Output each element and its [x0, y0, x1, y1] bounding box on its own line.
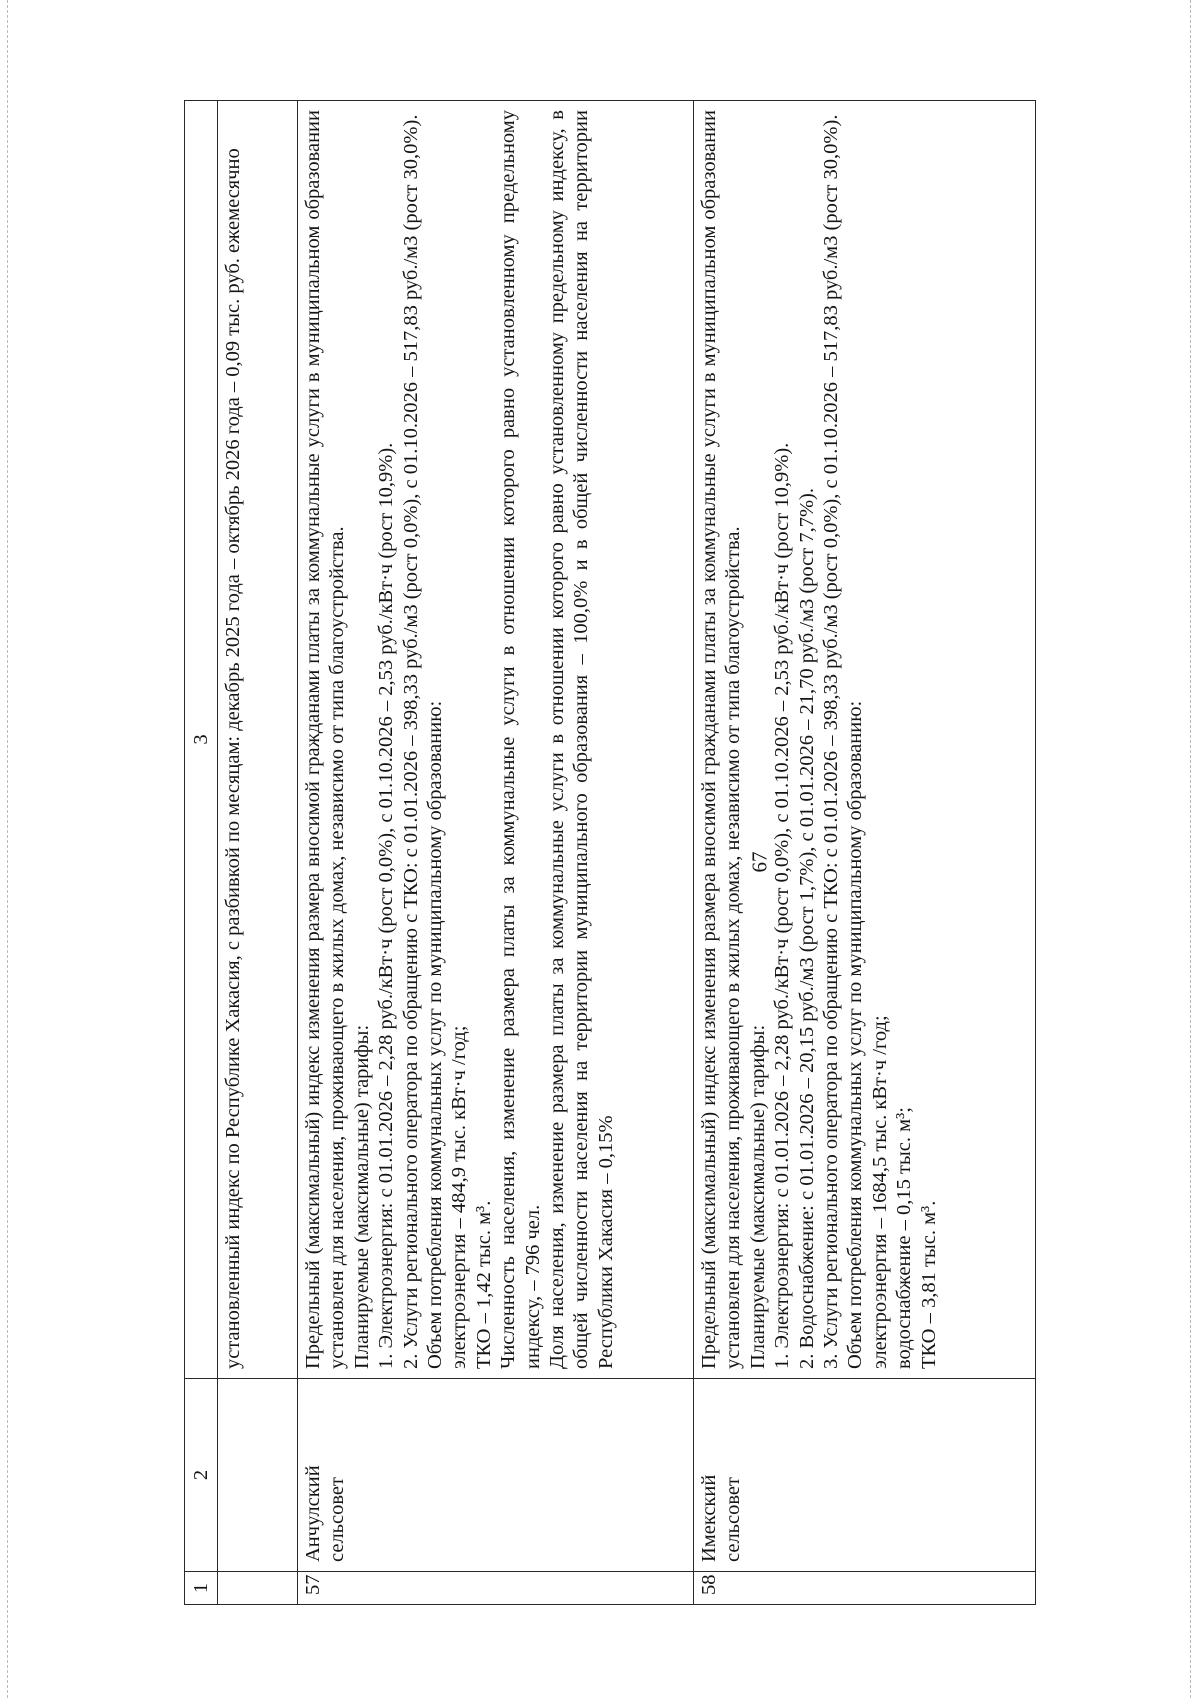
table-row: [298, 101, 694, 1605]
description-paragraph: Объем потребления коммунальных услуг по муниципальному образованию:: [844, 700, 867, 1369]
tariff-table: [184, 100, 1036, 1605]
description-paragraph: Предельный (максимальный) индекс изменения размера вносимой гражданами платы за коммунальные услуги в муниципальном образовании установлен для населения, проживающего в жилых домах, независимо от типа благоустройства.: [302, 110, 349, 1369]
description-paragraph: электроэнергия – 1684,5 тыс. кВт·ч /год;: [868, 1015, 891, 1369]
description-paragraph: водоснабжение – 0,15 тыс. м³;: [893, 1107, 916, 1369]
municipality-name: Имекский сельсовет: [694, 1379, 1036, 1572]
row-number: 57: [298, 1572, 694, 1605]
description-paragraph: 3. Услуги регионального оператора по обращению с ТКО: с 01.01.2026 – 398,33 руб./м3 (рост 0,0%), с 01.10.2026 – 517,83 руб./м3 (рост 30,0%).: [820, 114, 843, 1369]
row-number: 58: [694, 1572, 1036, 1605]
description-paragraph: Планируемые (максимальные) тарифы:: [746, 1024, 769, 1369]
description-paragraph: Численность населения, изменение размера платы за коммунальные услуги в отношении которого равно установленному предельному индексу, – 796 чел.: [497, 110, 544, 1369]
table-header-row: [185, 101, 218, 1605]
municipality-empty: [218, 1379, 298, 1572]
description-paragraph: Планируемые (максимальные) тарифы:: [350, 1024, 373, 1369]
description-paragraph: Доля населения, изменение размера платы за коммунальные услуги в отношении которого равно установленному предельному индексу, в общей численности населения на территории муниципального образования – 100,0% и в общей численности населения на территории Республики Хакасия – 0,15%: [546, 110, 617, 1369]
description-paragraph: ТКО – 3,81 тыс. м³.: [917, 1200, 940, 1369]
description-paragraph: 2. Водоснабжение: с 01.01.2026 – 20,15 руб./м3 (рост 1,7%), с 01.01.2026 – 21,70 руб./м3 (рост 7,7%).: [795, 488, 818, 1369]
continuation-text: установленный индекс по Республике Хакасия, с разбивкой по месяцам: декабрь 2025 года – октябрь 2026 года – 0,09 тыс. руб. ежемесячно: [218, 101, 298, 1379]
header-col-2: 2: [185, 1379, 218, 1572]
row-description: [694, 101, 1036, 1379]
description-paragraph: Объем потребления коммунальных услуг по муниципальному образованию:: [424, 700, 447, 1369]
description-paragraph: 1. Электроэнергия: с 01.01.2026 – 2,28 руб./кВт·ч (рост 0,0%), с 01.10.2026 – 2,53 руб./кВт·ч (рост 10,9%).: [375, 442, 398, 1369]
rotated-table-frame: [184, 100, 1088, 1605]
header-col-3: 3: [185, 101, 218, 1379]
header-col-1: 1: [185, 1572, 218, 1605]
page-number: 67: [747, 851, 772, 873]
row-number-empty: [218, 1572, 298, 1605]
table-row: [694, 101, 1036, 1605]
scan-edge-right: [1190, 0, 1191, 1698]
description-paragraph: 2. Услуги регионального оператора по обращению с ТКО: с 01.01.2026 – 398,33 руб./м3 (рост 0,0%), с 01.10.2026 – 517,83 руб./м3 (рост 30,0%).: [399, 114, 422, 1369]
description-paragraph: 1. Электроэнергия: с 01.01.2026 – 2,28 руб./кВт·ч (рост 0,0%), с 01.10.2026 – 2,53 руб./кВт·ч (рост 10,9%).: [771, 442, 794, 1369]
row-description: [298, 101, 694, 1379]
table-row-continuation: [218, 101, 298, 1605]
scan-edge-left: [7, 0, 8, 1698]
description-paragraph: электроэнергия – 484,9 тыс. кВт·ч /год;: [448, 1025, 471, 1369]
municipality-name: Анчулский сельсовет: [298, 1379, 694, 1572]
description-paragraph: ТКО – 1,42 тыс. м³.: [472, 1200, 495, 1369]
description-paragraph: Предельный (максимальный) индекс изменения размера вносимой гражданами платы за коммунальные услуги в муниципальном образовании установлен для населения, проживающего в жилых домах, независимо от типа благоустройства.: [698, 110, 745, 1369]
